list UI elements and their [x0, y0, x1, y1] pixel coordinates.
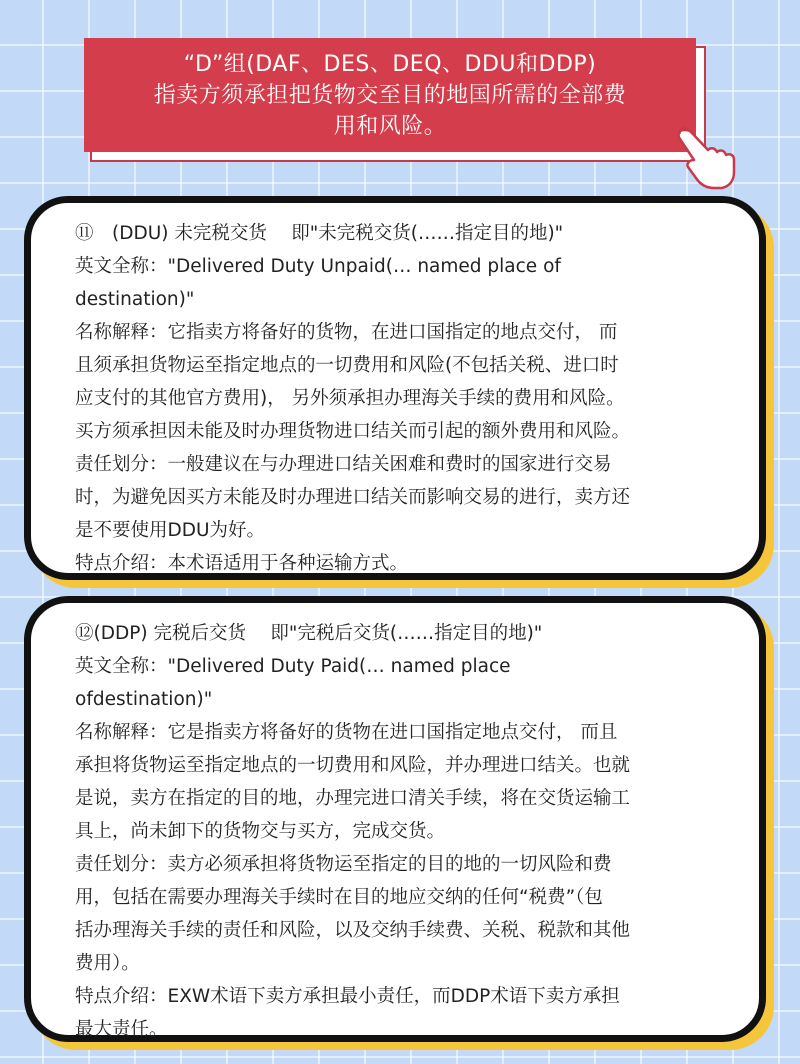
ddp-features-cont: 最大责任。 [75, 1019, 168, 1040]
ddu-explanation: 名称解释：它指卖方将备好的货物，在进口国指定的地点交付， 而 [75, 322, 618, 343]
ddp-heading: ⑫(DDP) 完税后交货 即"完税后交货(……指定目的地)" [75, 623, 543, 644]
ddp-explanation-cont: 具上，尚未卸下的货物交与买方，完成交货。 [75, 821, 446, 842]
ddu-explanation-cont: 且须承担货物运至指定地点的一切费用和风险(不包括关税、进口时 [75, 355, 619, 376]
ddp-features: 特点介绍：EXW术语下卖方承担最小责任，而DDP术语下卖方承担 [75, 986, 620, 1007]
ddp-responsibility-cont: 括办理海关手续的责任和风险，以及交纳手续费、关税、税款和其他 [75, 920, 631, 941]
ddu-english-name: 英文全称："Delivered Duty Unpaid(… named place of [75, 256, 561, 277]
banner-line-2: 指卖方须承担把货物交至目的地国所需的全部费 [153, 82, 627, 108]
pointing-hand-icon [676, 126, 738, 190]
ddp-english-name: 英文全称："Delivered Duty Paid(… named place [75, 656, 511, 677]
banner-line-1: “D”组(DAF、DES、DEQ、DDU和DDP) [183, 51, 597, 77]
ddu-features: 特点介绍：本术语适用于各种运输方式。 [75, 553, 409, 574]
ddp-explanation-cont: 是说，卖方在指定的目的地，办理完进口清关手续，将在交货运输工 [75, 788, 631, 809]
ddu-english-name-cont: destination)" [75, 289, 195, 310]
ddp-explanation: 名称解释：它是指卖方将备好的货物在进口国指定地点交付， 而且 [75, 722, 618, 743]
ddp-term-card [24, 596, 766, 1042]
banner-line-3: 用和风险。 [333, 113, 447, 139]
ddu-responsibility-cont: 时，为避免因买方未能及时办理进口结关而影响交易的进行，卖方还 [75, 487, 631, 508]
title-banner [84, 38, 706, 162]
ddp-responsibility: 责任划分：卖方必须承担将货物运至指定的目的地的一切风险和费 [75, 854, 612, 875]
ddu-explanation-cont: 买方须承担因未能及时办理货物进口结关而引起的额外费用和风险。 [75, 421, 631, 442]
ddp-english-name-cont: ofdestination)" [75, 689, 213, 710]
ddu-responsibility: 责任划分：一般建议在与办理进口结关困难和费时的国家进行交易 [75, 454, 612, 475]
ddu-responsibility-cont: 是不要使用DDU为好。 [75, 520, 266, 541]
ddp-responsibility-cont: 用，包括在需要办理海关手续时在目的地应交纳的任何“税费”（包 [75, 887, 603, 908]
banner-face [84, 38, 696, 152]
ddu-explanation-cont: 应支付的其他官方费用)， 另外须承担办理海关手续的费用和风险。 [75, 388, 625, 409]
ddp-explanation-cont: 承担将货物运至指定地点的一切费用和风险，并办理进口结关。也就 [75, 755, 631, 776]
ddp-responsibility-cont: 费用）。 [75, 953, 140, 974]
ddu-term-card [24, 196, 766, 580]
ddu-heading: ⑪ (DDU) 未完税交货 即"未完税交货(……指定目的地)" [75, 223, 564, 244]
